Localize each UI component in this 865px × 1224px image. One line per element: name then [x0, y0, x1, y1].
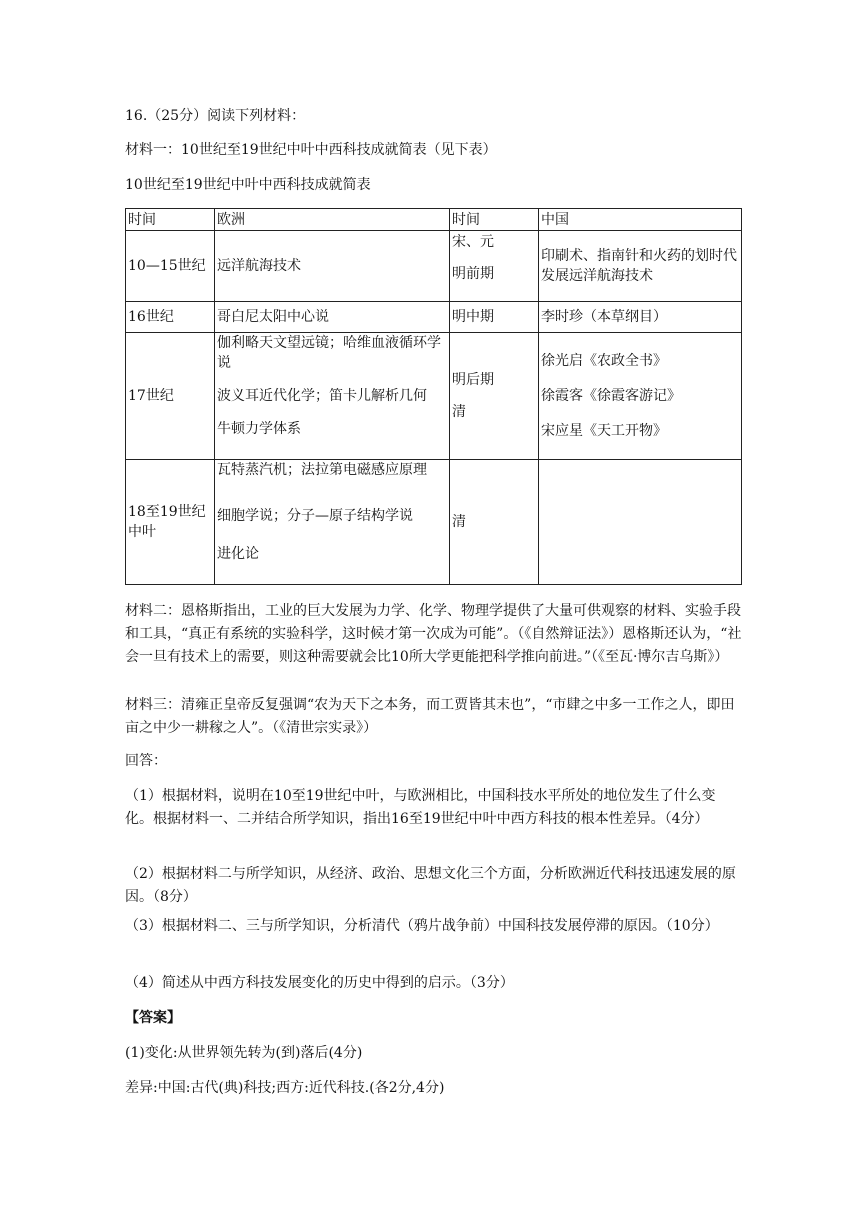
table-row — [126, 231, 742, 302]
eu-time-cell: 18至19世纪中叶 — [126, 460, 215, 585]
cn-period: 明前期 — [452, 266, 494, 282]
cn-period: 明后期 — [452, 372, 494, 388]
material2: 材料二：恩格斯指出，工业的巨大发展为力学、化学、物理学提供了大量可供观察的材料、实验手段和工具，“真正有系统的实验科学，这时候才第一次成为可能”。（《自然辩证法》）恩格斯还认为，“社会一旦有技术上的需要，则这种需要就会比10所大学更能把科学推向前进。”（《至瓦·博尔吉乌斯》） — [125, 603, 742, 665]
eu-achievement: 波义耳近代化学；笛卡儿解析几何 — [217, 388, 427, 404]
cn-time-cell — [450, 231, 539, 302]
table-row — [126, 333, 742, 460]
material3: 材料三：清雍正皇帝反复强调“农为天下之本务，而工贾皆其末也”，“市肆之中多一工作之人，即田亩之中少一耕稼之人”。（《清世宗实录》） — [125, 697, 735, 736]
cn-time-cell — [450, 333, 539, 460]
cn-period: 清 — [452, 404, 466, 420]
eu-achievement: 哥白尼太阳中心说 — [217, 309, 329, 325]
eu-achievement-cell — [215, 460, 450, 585]
cn-achievement-cell — [539, 333, 742, 460]
cn-time-cell — [450, 302, 539, 333]
eu-time-cell: 10—15世纪 — [126, 231, 215, 302]
cn-achievement-cell — [539, 231, 742, 302]
table-header-row — [126, 209, 742, 231]
achievement-table — [125, 208, 742, 585]
table-header-cell: 时间 — [126, 209, 215, 231]
question-4: （4）简述从中西方科技发展变化的历史中得到的启示。（3分） — [125, 975, 514, 991]
answer-prompt: 回答： — [125, 753, 167, 769]
table-title: 10世纪至19世纪中叶中西科技成就简表 — [125, 177, 371, 193]
answer-line: 差异:中国:古代(典)科技;西方:近代科技.(各2分,4分) — [125, 1080, 445, 1096]
eu-achievement: 伽利略天文望远镜；哈维血液循环学说 — [217, 335, 441, 371]
cn-time-cell — [450, 460, 539, 585]
eu-time-cell: 16世纪 — [126, 302, 215, 333]
cn-achievement: 徐光启《农政全书》 — [541, 353, 667, 369]
cn-period: 清 — [452, 514, 466, 530]
eu-achievement: 细胞学说；分子—原子结构学说 — [217, 508, 413, 524]
eu-achievement-cell — [215, 302, 450, 333]
cn-achievement: 宋应星《天工开物》 — [541, 423, 667, 439]
question-1: （1）根据材料，说明在10至19世纪中叶，与欧洲相比，中国科技水平所处的地位发生了什么变化。根据材料一、二并结合所学知识，指出16至19世纪中叶中西方科技的根本性差异。（4分） — [125, 788, 716, 827]
eu-time-cell: 17世纪 — [126, 333, 215, 460]
table-header-cell: 中国 — [539, 209, 742, 231]
table-row — [126, 302, 742, 333]
answer-heading: 【答案】 — [125, 1010, 181, 1026]
cn-period: 宋、元 — [452, 234, 494, 250]
material1-intro: 材料一：10世纪至19世纪中叶中西科技成就简表（见下表） — [125, 142, 497, 158]
question-2: （2）根据材料二与所学知识，从经济、政治、思想文化三个方面，分析欧洲近代科技迅速发展的原因。（8分） — [125, 866, 736, 905]
table-row — [126, 460, 742, 585]
cn-achievement: 李时珍（本草纲目） — [541, 309, 667, 325]
cn-period: 明中期 — [452, 309, 494, 325]
eu-achievement: 远洋航海技术 — [217, 258, 301, 274]
eu-achievement: 瓦特蒸汽机；法拉第电磁感应原理 — [217, 462, 427, 478]
eu-achievement-cell — [215, 333, 450, 460]
table-header-cell: 时间 — [450, 209, 539, 231]
question-header: 16.（25分）阅读下列材料： — [125, 108, 306, 124]
table-header-cell: 欧洲 — [215, 209, 450, 231]
question-3: （3）根据材料二、三与所学知识，分析清代（鸦片战争前）中国科技发展停滞的原因。（10分） — [125, 918, 719, 934]
eu-achievement: 牛顿力学体系 — [217, 421, 301, 437]
answer-line: (1)变化:从世界领先转为(到)落后(4分) — [125, 1045, 363, 1061]
cn-achievement: 徐霞客《徐霞客游记》 — [541, 388, 681, 404]
cn-achievement-cell — [539, 460, 742, 585]
cn-achievement: 印刷术、指南针和火药的划时代发展远洋航海技术 — [541, 248, 737, 284]
eu-achievement: 进化论 — [217, 546, 259, 562]
cn-achievement-cell — [539, 302, 742, 333]
eu-achievement-cell — [215, 231, 450, 302]
